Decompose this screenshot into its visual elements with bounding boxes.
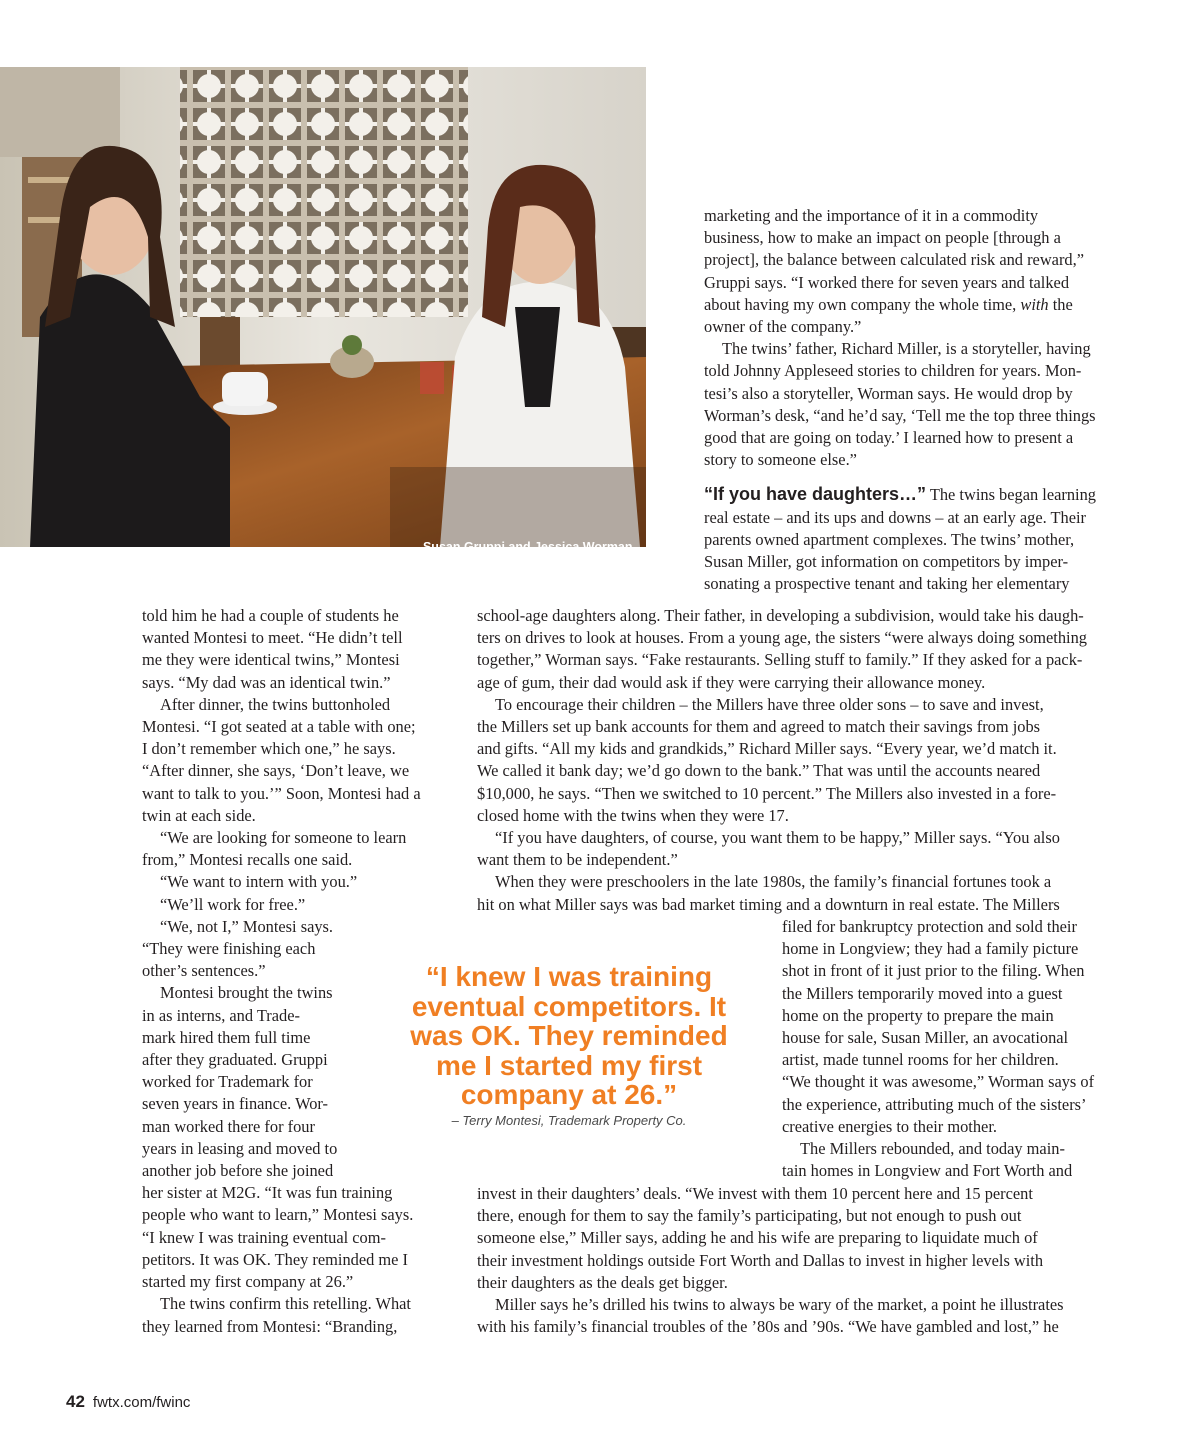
- paragraph: [477, 1183, 1127, 1294]
- text-line: seven years in finance. Wor-: [142, 1094, 329, 1114]
- text-line: other’s sentences.”: [142, 961, 266, 981]
- caption-line: their Foundry District development.: [424, 585, 636, 599]
- text-line: When they were preschoolers in the late 1980s, the family’s financial fortunes took a: [495, 872, 1052, 892]
- text-line: “We’ll work for free.”: [160, 894, 306, 914]
- text-line: ters on drives to look at houses. From a young age, the sisters “were always doing something: [477, 628, 1087, 648]
- pull-quote-attribution: – Terry Montesi, Trademark Property Co.: [451, 1113, 687, 1128]
- text-line: I don’t remember which one,” he says.: [142, 739, 396, 759]
- text-line: school-age daughters along. Their father, in developing a subdivision, would take his daugh-: [477, 606, 1084, 625]
- text-line: worked for Trademark for: [142, 1072, 313, 1092]
- text-line: artist, made tunnel rooms for her children.: [782, 1050, 1059, 1070]
- text-line: in as interns, and Trade-: [142, 1005, 300, 1025]
- text-line: mark hired them full time: [142, 1027, 311, 1047]
- text-line: their daughters as the deals get bigger.: [477, 1272, 728, 1292]
- text-line: the experience, attributing much of the sisters’: [782, 1094, 1087, 1114]
- text-line: the Millers set up bank accounts for them and agreed to match their savings from jobs: [477, 717, 1041, 737]
- article-photo: [0, 67, 646, 599]
- text-line: started my first company at 26.”: [142, 1272, 354, 1292]
- pull-quote-line: eventual competitors. It: [411, 990, 727, 1022]
- text-line: want them to be independent.”: [477, 850, 678, 870]
- text-line: people who want to learn,” Montesi says.: [142, 1205, 414, 1225]
- paragraph: [477, 871, 1127, 915]
- text-run: the: [1048, 294, 1073, 314]
- text-run: The twins began learning: [926, 485, 1096, 505]
- text-line: real estate – and its ups and downs – at an early age. Their: [704, 507, 1087, 527]
- text-line: To encourage their children – the Millers have three older sons – to save and invest,: [495, 694, 1044, 714]
- text-line: “After dinner, she says, ‘Don’t leave, we: [142, 761, 410, 781]
- footer-url[interactable]: fwtx.com/fwinc: [92, 1394, 191, 1411]
- text-line: age of gum, their dad would ask if they were carrying their allowance money.: [477, 672, 986, 692]
- paragraph: [477, 605, 1127, 694]
- text-line: after they graduated. Gruppi: [142, 1050, 328, 1070]
- text-line: closed home with the twins when they were 17.: [477, 805, 789, 825]
- text-run: about having my own company the whole time,: [704, 294, 1017, 314]
- right-column-top: [704, 205, 1124, 595]
- text-line: told him he had a couple of students he: [142, 606, 399, 625]
- text-line: story to someone else.”: [704, 450, 857, 470]
- text-line: [704, 483, 1124, 506]
- text-line: Montesi brought the twins: [160, 983, 333, 1003]
- text-line: Susan Miller, got information on competitors by imper-: [704, 552, 1069, 572]
- text-line: The Millers rebounded, and today main-: [800, 1139, 1065, 1159]
- text-line: another job before she joined: [142, 1161, 334, 1181]
- text-line: twin at each side.: [142, 805, 256, 825]
- text-line: says. “My dad was an identical twin.”: [142, 672, 391, 692]
- paragraph: [142, 894, 462, 916]
- section-subhead: “If you have daughters…”: [704, 484, 927, 505]
- emphasis-text: with: [1020, 294, 1049, 314]
- paragraph: [704, 205, 1124, 338]
- pull-quote: [393, 962, 745, 1110]
- paragraph: [782, 1138, 1127, 1182]
- text-line: The twins confirm this retelling. What: [160, 1294, 411, 1314]
- text-line: hit on what Miller says was bad market timing and a downturn in real estate. The Millers: [477, 894, 1060, 914]
- photo-caption: [400, 540, 636, 600]
- text-line: they learned from Montesi: “Branding,: [142, 1316, 398, 1336]
- text-line: Gruppi says. “I worked there for seven years and talked: [704, 272, 1070, 292]
- text-line: told Johnny Appleseed stories to children for years. Mon-: [704, 361, 1082, 381]
- text-line: their investment holdings outside Fort Worth and Dallas to invest in higher levels with: [477, 1250, 1044, 1270]
- text-line: there, enough for them to say the family’s participating, but not enough to push out: [477, 1206, 1022, 1226]
- text-line: “They were finishing each: [142, 939, 316, 959]
- caption-line: twin co-founders of M2G Ventures,: [429, 555, 636, 569]
- wide-column-bottom: [477, 1183, 1127, 1338]
- text-line: marketing and the importance of it in a commodity: [704, 206, 1039, 225]
- text-line: tain homes in Longview and Fort Worth and: [782, 1161, 1073, 1181]
- text-line: the Millers temporarily moved into a guest: [782, 983, 1063, 1003]
- text-line: We called it bank day; we’d go down to the bank.” That was until the accounts neared: [477, 761, 1041, 781]
- text-line: “I knew I was training eventual com-: [142, 1227, 386, 1247]
- text-line: man worked there for four: [142, 1116, 315, 1136]
- text-line: me they were identical twins,” Montesi: [142, 650, 400, 670]
- pull-quote-line: company at 26.”: [460, 1079, 678, 1110]
- text-line: creative energies to their mother.: [782, 1116, 997, 1136]
- text-line: After dinner, the twins buttonholed: [160, 694, 391, 714]
- pull-quote-line: “I knew I was training: [425, 961, 713, 992]
- text-line: invest in their daughters’ deals. “We invest with them 10 percent here and 15 percent: [477, 1184, 1033, 1203]
- text-line: “We are looking for someone to learn: [160, 828, 407, 848]
- caption-line: Susan Gruppi and Jessica Worman,: [422, 540, 636, 554]
- paragraph: [704, 338, 1124, 471]
- text-line: “We want to intern with you.”: [160, 872, 358, 892]
- paragraph: [704, 483, 1124, 595]
- text-line: home on the property to prepare the main: [782, 1005, 1054, 1025]
- text-line: want to talk to you.’” Soon, Montesi had a: [142, 783, 421, 803]
- page-footer: [66, 1392, 190, 1412]
- pull-quote-line: was OK. They reminded: [410, 1020, 728, 1051]
- text-line: years in leasing and moved to: [142, 1138, 338, 1158]
- text-line: project], the balance between calculated risk and reward,”: [704, 250, 1084, 270]
- text-line: and gifts. “All my kids and grandkids,” Richard Miller says. “Every year, we’d match it.: [477, 739, 1057, 759]
- text-line: business, how to make an impact on people [through a: [704, 228, 1061, 248]
- paragraph: [142, 1293, 462, 1337]
- text-line: shot in front of it just prior to the filing. When: [782, 961, 1085, 981]
- text-line: her sister at M2G. “It was fun training: [142, 1183, 393, 1203]
- text-line: $10,000, he says. “Then we switched to 10 percent.” The Millers also invested in a fore-: [477, 783, 1057, 803]
- text-line: petitors. It was OK. They reminded me I: [142, 1249, 408, 1269]
- text-line: house for sale, Susan Miller, an avocational: [782, 1028, 1069, 1048]
- text-line: together,” Worman says. “Fake restaurants. Selling stuff to family.” If they asked for a pack-: [477, 650, 1083, 670]
- text-line: tesi’s also a storyteller, Worman says. He would drop by: [704, 383, 1073, 403]
- paragraph: [142, 827, 462, 871]
- text-line: Worman’s desk, “and he’d say, ‘Tell me the top three things: [704, 405, 1096, 425]
- text-line: “If you have daughters, of course, you want them to be happy,” Miller says. “You also: [495, 828, 1060, 848]
- text-line: wanted Montesi to meet. “He didn’t tell: [142, 628, 403, 648]
- paragraph: [477, 827, 1127, 871]
- text-line: with his family’s financial troubles of the ’80s and ’90s. “We have gambled and lost,” he: [477, 1317, 1059, 1337]
- text-line: “We thought it was awesome,” Worman says of: [782, 1072, 1095, 1092]
- text-line: Miller says he’s drilled his twins to always be wary of the market, a point he illustrates: [495, 1295, 1064, 1315]
- text-line: “We, not I,” Montesi says.: [160, 916, 334, 936]
- paragraph: [142, 871, 462, 893]
- right-column-middle: [782, 916, 1127, 1182]
- text-line: Montesi. “I got seated at a table with one;: [142, 717, 416, 737]
- text-line: someone else,” Miller says, adding he and his wife are preparing to liquidate much of: [477, 1228, 1038, 1248]
- wide-column-middle: [477, 605, 1127, 916]
- paragraph: [782, 916, 1127, 1138]
- paragraph: [142, 694, 462, 827]
- paragraph: [142, 605, 462, 694]
- text-line: [704, 294, 1124, 316]
- text-line: parents owned apartment complexes. The twins’ mother,: [704, 529, 1075, 549]
- text-line: from,” Montesi recalls one said.: [142, 850, 353, 870]
- pull-quote-line: me I started my first: [435, 1049, 703, 1081]
- text-line: good that are going on today.’ I learned how to present a: [704, 428, 1074, 448]
- text-line: The twins’ father, Richard Miller, is a storyteller, having: [722, 339, 1091, 359]
- text-line: home in Longview; they had a family picture: [782, 939, 1079, 959]
- text-line: owner of the company.”: [704, 317, 862, 337]
- page-number: 42: [66, 1392, 85, 1411]
- caption-line: at the new Craftwork Coffee cafe in: [427, 570, 636, 584]
- text-line: filed for bankruptcy protection and sold their: [782, 917, 1077, 936]
- paragraph: [477, 694, 1127, 827]
- text-line: sonating a prospective tenant and taking her elementary: [704, 574, 1070, 594]
- paragraph: [477, 1294, 1127, 1338]
